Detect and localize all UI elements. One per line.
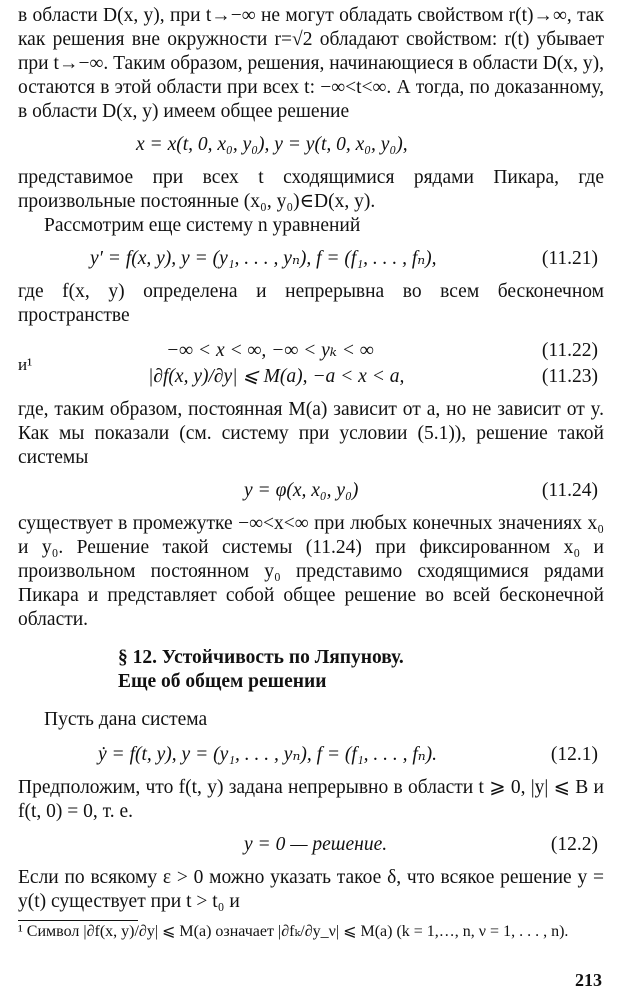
equation-general-solution [18, 132, 604, 158]
equation-text: ẏ = f(t, y), y = (y₁, . . . , yₙ), f = (f₁, . . . , fₙ). [98, 744, 438, 765]
equation-number: (11.23) [541, 366, 598, 387]
equation-12-1 [18, 742, 604, 768]
paragraph-7: Пусть дана система [44, 709, 208, 730]
equation-number: (11.21) [541, 248, 598, 269]
equation-text: y = φ(x, x₀, y₀) [244, 480, 359, 501]
paragraph-9: Если по всякому ε > 0 можно указать такое δ, что всякое решение y = y(t) существует при t > t₀ и [18, 867, 604, 912]
equation-text: y′ = f(x, y), y = (y₁, . . . , yₙ), f = (f₁, . . . , fₙ), [90, 248, 437, 269]
page-body [18, 4, 604, 943]
equation-11-24 [18, 478, 604, 504]
heading-line-2: Еще об общем решении [118, 671, 327, 692]
section-heading [118, 646, 604, 694]
equation-12-2 [18, 832, 604, 858]
equation-text: x = x(t, 0, x₀, y₀), y = y(t, 0, x₀, y₀), [136, 134, 408, 155]
equation-text: y = 0 — решение. [244, 834, 388, 855]
equation-text: |∂f(x, y)/∂y| ⩽ M(a), −a < x < a, [148, 366, 405, 387]
and-label: и¹ [18, 355, 33, 374]
paragraph-2: представимое при всех t сходящимися рядами Пикара, где произвольные постоянные (x₀, y₀)∈D(x, y). [18, 167, 604, 212]
paragraph-1: в области D(x, y), при t→−∞ не могут обладать свойством r(t)→∞, так как решения вне окружности r=√2 обладают свойством: r(t) убывает при t→−∞. Таким образом, решения, начинающиеся в области D(x, y), остаются в этой области при всех t: −∞<t<∞. А тогда, по доказанному, в области D(x, y) имеем общее решение [18, 5, 604, 122]
equation-text: −∞ < x < ∞, −∞ < yₖ < ∞ [166, 340, 374, 361]
paragraph-6: существует в промежутке −∞<x<∞ при любых конечных значениях x₀ и y₀. Решение такой системы (11.24) при фиксированном x₀ и произвольном постоянном y₀ представимо сходящимися рядами Пикара и представляет собой общее решение во всей бесконечной области. [18, 513, 604, 630]
footnote: ¹ Символ |∂f(x, y)/∂y| ⩽ M(a) означает |∂fₖ/∂y_ν| ⩽ M(a) (k = 1,…, n, ν = 1, . . . , n). [18, 923, 569, 940]
paragraph-4: где f(x, y) определена и непрерывна во всем бесконечном пространстве [18, 281, 604, 326]
equation-11-22 [18, 338, 604, 364]
equation-number: (12.2) [550, 834, 598, 855]
equation-number: (11.24) [541, 480, 598, 501]
heading-line-1: § 12. Устойчивость по Ляпунову. [118, 647, 404, 668]
paragraph-5: где, таким образом, постоянная M(a) зависит от a, но не зависит от y. Как мы показали (см. систему при условии (5.1)), решение такой системы [18, 399, 604, 468]
equation-11-21 [18, 246, 604, 272]
equation-11-23 [18, 355, 604, 390]
paragraph-8: Предположим, что f(t, y) задана непрерывно в области t ⩾ 0, |y| ⩽ B и f(t, 0) = 0, т. е. [18, 777, 604, 822]
paragraph-3: Рассмотрим еще систему n уравнений [44, 215, 361, 236]
equation-number: (12.1) [550, 744, 598, 765]
equation-number: (11.22) [541, 340, 598, 361]
page-number: 213 [575, 970, 602, 990]
